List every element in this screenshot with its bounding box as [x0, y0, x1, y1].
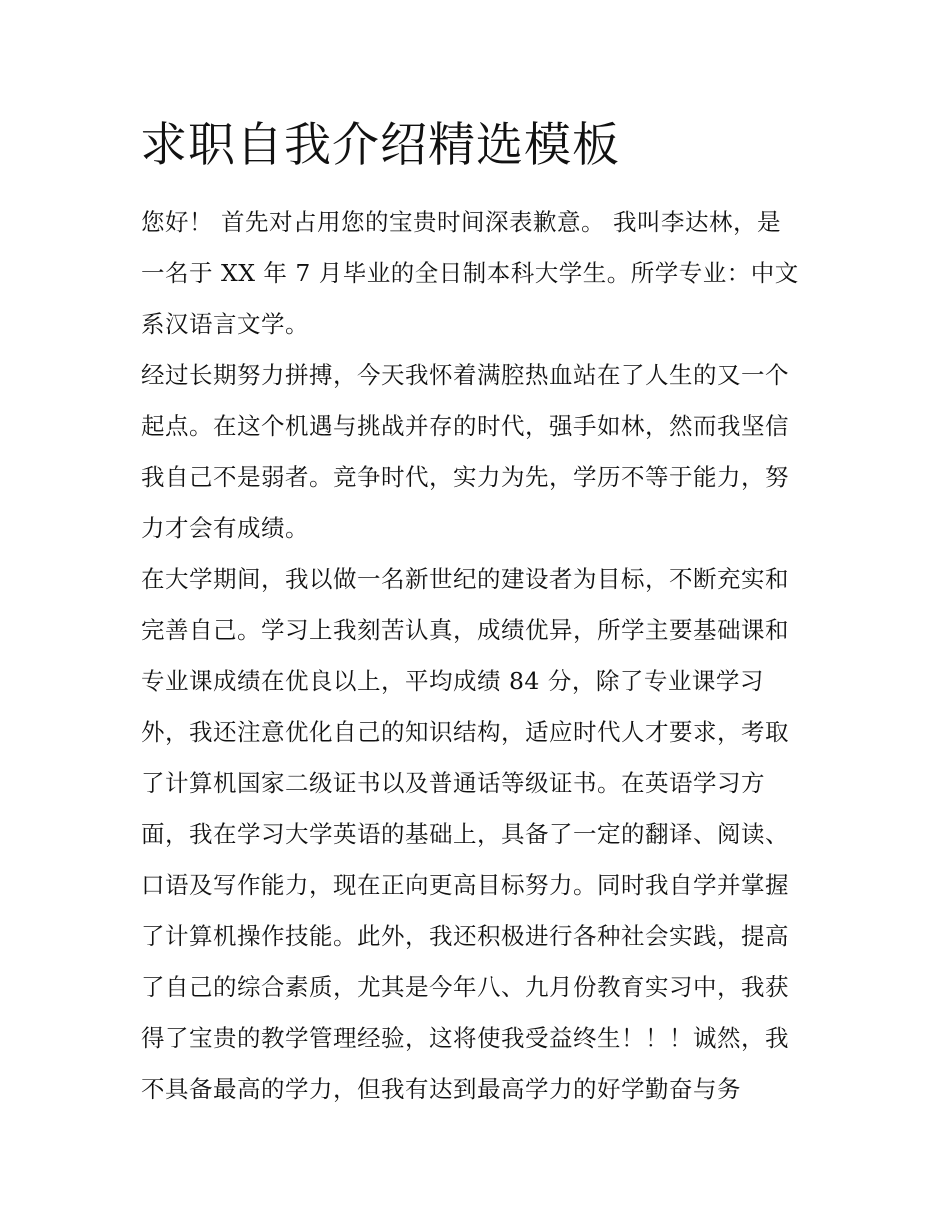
- text-line: 一名于 XX 年 7 月毕业的全日制本科大学生。所学专业：中文: [141, 259, 799, 287]
- text-line: 外，我还注意优化自己的知识结构，适应时代人才要求，考取: [141, 718, 789, 746]
- text-line: 专业课成绩在优良以上，平均成绩 84 分，除了专业课学习: [141, 667, 764, 695]
- text-line: 经过长期努力拼搏，今天我怀着满腔热血站在了人生的又一个: [141, 361, 789, 389]
- document-title: 求职自我介绍精选模板: [140, 118, 620, 173]
- text-line: 了计算机国家二级证书以及普通话等级证书。在英语学习方: [141, 769, 765, 797]
- text-line: 不具备最高的学力，但我有达到最高学力的好学勤奋与务: [141, 1075, 741, 1103]
- text-line: 了自己的综合素质，尤其是今年八、九月份教育实习中，我获: [141, 973, 789, 1001]
- text-line: 得了宝贵的教学管理经验，这将使我受益终生！！！诚然，我: [141, 1024, 789, 1052]
- text-line: 您好！ 首先对占用您的宝贵时间深表歉意。 我叫李达林，是: [141, 208, 781, 236]
- text-line: 口语及写作能力，现在正向更高目标努力。同时我自学并掌握: [141, 871, 789, 899]
- text-line: 系汉语言文学。: [141, 310, 309, 338]
- text-line: 在大学期间，我以做一名新世纪的建设者为目标，不断充实和: [141, 565, 789, 593]
- text-line: 了计算机操作技能。此外，我还积极进行各种社会实践，提高: [141, 922, 789, 950]
- text-line: 完善自己。学习上我刻苦认真，成绩优异，所学主要基础课和: [141, 616, 789, 644]
- text-line: 力才会有成绩。: [141, 514, 309, 542]
- text-line: 我自己不是弱者。竞争时代，实力为先，学历不等于能力，努: [141, 463, 789, 491]
- text-line: 起点。在这个机遇与挑战并存的时代，强手如林，然而我坚信: [141, 412, 789, 440]
- text-line: 面，我在学习大学英语的基础上，具备了一定的翻译、阅读、: [141, 820, 789, 848]
